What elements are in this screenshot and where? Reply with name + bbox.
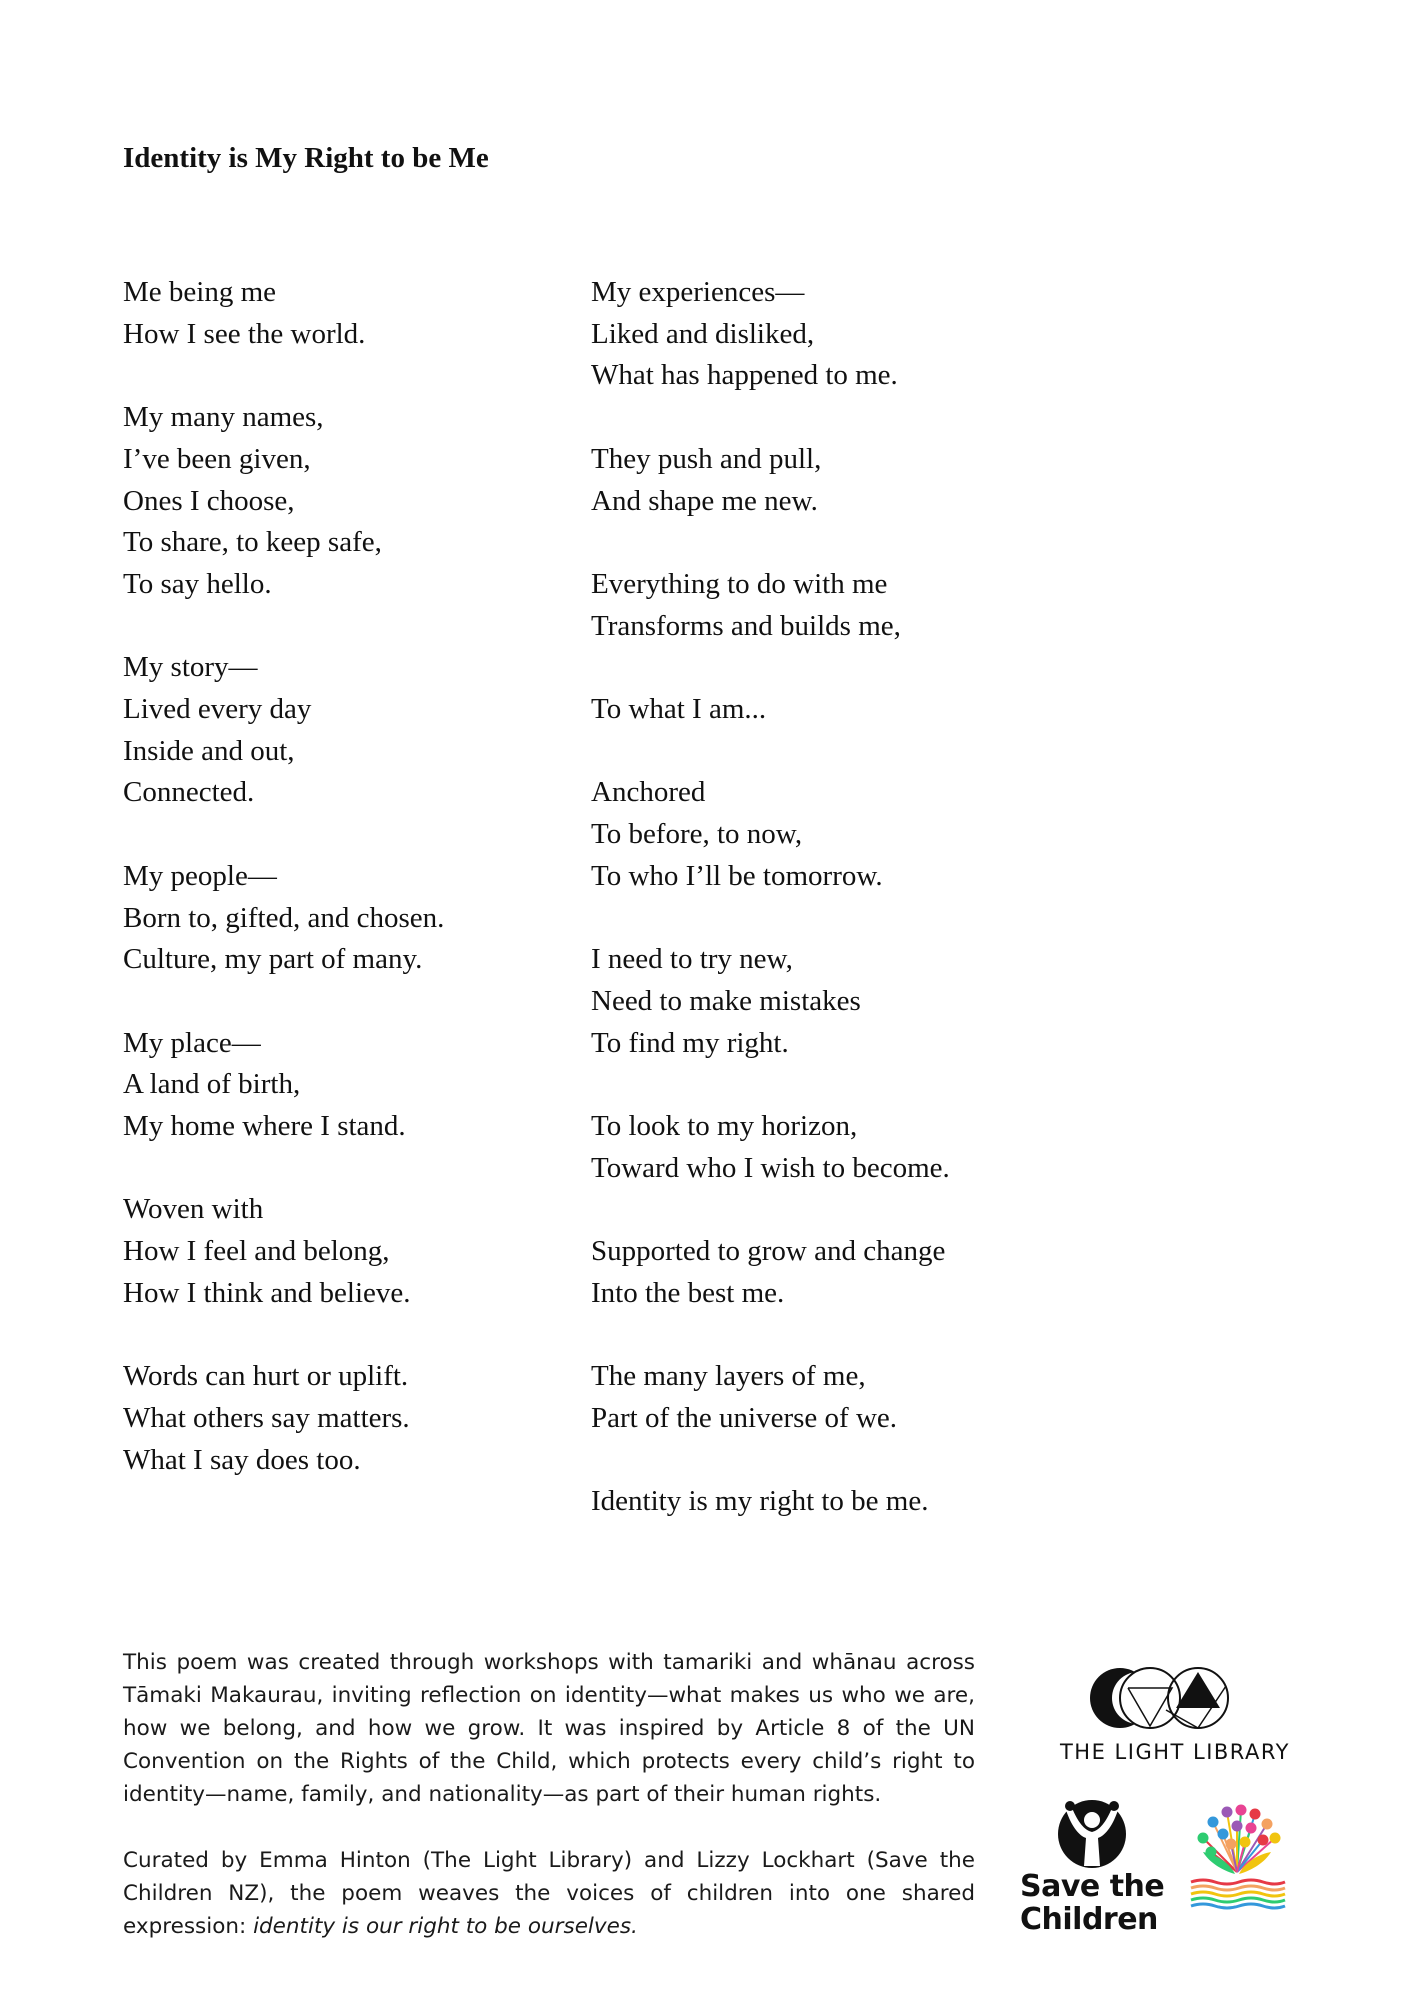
poem-stanza (591, 272, 1051, 397)
poem-line: What I say does too. (123, 1443, 361, 1476)
poem-line: Lived every day (123, 693, 312, 725)
poem-title: Identity is My Right to be Me (123, 142, 489, 174)
poem-stanza (123, 1189, 563, 1314)
poem-line: My people— (123, 859, 277, 892)
poem-stanza (591, 1106, 1051, 1189)
poem-line: Inside and out, (123, 734, 295, 767)
poem-line: Woven with (123, 1193, 264, 1226)
light-library-logo-text: THE LIGHT LIBRARY (1059, 1740, 1290, 1764)
footer-paragraph-1: This poem was created through workshops with tamariki and whānau across Tāmaki Makaurau, inviting reflection on identity—what makes us who we are, how we belong, and how we grow. It was inspired by Article 8 of the UN Convention on the Rights of the Child, which protects every child’s right to identity—name, family, and nationality—as part of their human rights. (123, 1650, 975, 1807)
poem-stanza (591, 689, 1051, 731)
poem-line: To before, to now, (591, 818, 803, 851)
poem-stanza (123, 397, 563, 606)
poem-line: I need to try new, (591, 943, 793, 976)
poem-line: Toward who I wish to become. (591, 1151, 950, 1184)
poem-stanza (123, 647, 563, 814)
poem-line: To look to my horizon, (591, 1109, 858, 1142)
poem-line: Liked and disliked, (591, 317, 815, 350)
poem-stanza (123, 856, 563, 981)
poem-line: Culture, my part of many. (123, 943, 423, 976)
save-the-children-logo-text (1020, 1870, 1170, 1936)
poem-line: My many names, (123, 401, 324, 434)
poem-line: Ones I choose, (123, 484, 295, 517)
poem-line: To say hello. (123, 567, 272, 600)
poem-line: My place— (123, 1026, 261, 1059)
poem-line: Into the best me. (591, 1276, 785, 1309)
poem-line: Identity is my right to be me. (591, 1485, 929, 1518)
footer-description (123, 1646, 975, 1943)
poem-line: How I see the world. (123, 317, 366, 350)
poem-line: Born to, gifted, and chosen. (123, 901, 445, 934)
poem-line: Anchored (591, 776, 706, 809)
poem-line: I’ve been given, (123, 442, 311, 475)
poem-stanza (591, 1231, 1051, 1314)
poem-stanza (591, 439, 1051, 522)
poem-line: To share, to keep safe, (123, 526, 382, 559)
poem-line: What has happened to me. (591, 359, 898, 392)
poem-line: My story— (123, 651, 258, 684)
poem-line: A land of birth, (123, 1068, 301, 1101)
footer-paragraph-2 (123, 1844, 975, 1943)
poem-line: What others say matters. (123, 1401, 410, 1434)
poem-line: Transforms and builds me, (591, 609, 901, 642)
poem-line: And shape me new. (591, 484, 818, 517)
poem-stanza (123, 272, 563, 355)
save-the-children-line-2: Children (1020, 1902, 1158, 1937)
poem-line: Everything to do with me (591, 567, 888, 600)
poem-line: Me being me (123, 276, 277, 308)
poem-stanza (123, 1023, 563, 1148)
footer-paragraph-2-text: Curated by Emma Hinton (The Light Library) and Lizzy Lockhart (Save the Children NZ), the poem weaves the voices of children into one shared expression: (123, 1848, 975, 1939)
poem-line: They push and pull, (591, 442, 822, 475)
poem-stanza (591, 772, 1051, 897)
poem-stanza (123, 1356, 563, 1481)
poem-column-right (591, 272, 1051, 1565)
poem-stanza (591, 1481, 1051, 1523)
rainbow-tree-logo-icon (1185, 1800, 1290, 1912)
poem-line: Supported to grow and change (591, 1235, 946, 1268)
poem-stanza (591, 564, 1051, 647)
poem-line: Words can hurt or uplift. (123, 1360, 409, 1393)
poem-line: Connected. (123, 776, 255, 809)
poem-line: To who I’ll be tomorrow. (591, 859, 883, 892)
poem-column-left (123, 272, 563, 1523)
poem-line: How I think and believe. (123, 1276, 411, 1309)
poem-line: To find my right. (591, 1026, 789, 1059)
poem-line: My experiences— (591, 276, 805, 308)
footer-paragraph-2-emphasis: identity is our right to be ourselves. (253, 1914, 638, 1939)
poem-stanza (591, 1356, 1051, 1439)
poem-line: Need to make mistakes (591, 984, 861, 1017)
poem-stanza (591, 939, 1051, 1064)
poem-line: How I feel and belong, (123, 1235, 390, 1268)
poem-line: Part of the universe of we. (591, 1401, 898, 1434)
poem-line: My home where I stand. (123, 1110, 406, 1142)
poem-line: To what I am... (591, 692, 767, 725)
save-the-children-line-1: Save the (1020, 1869, 1165, 1904)
poem-line: The many layers of me, (591, 1360, 866, 1393)
